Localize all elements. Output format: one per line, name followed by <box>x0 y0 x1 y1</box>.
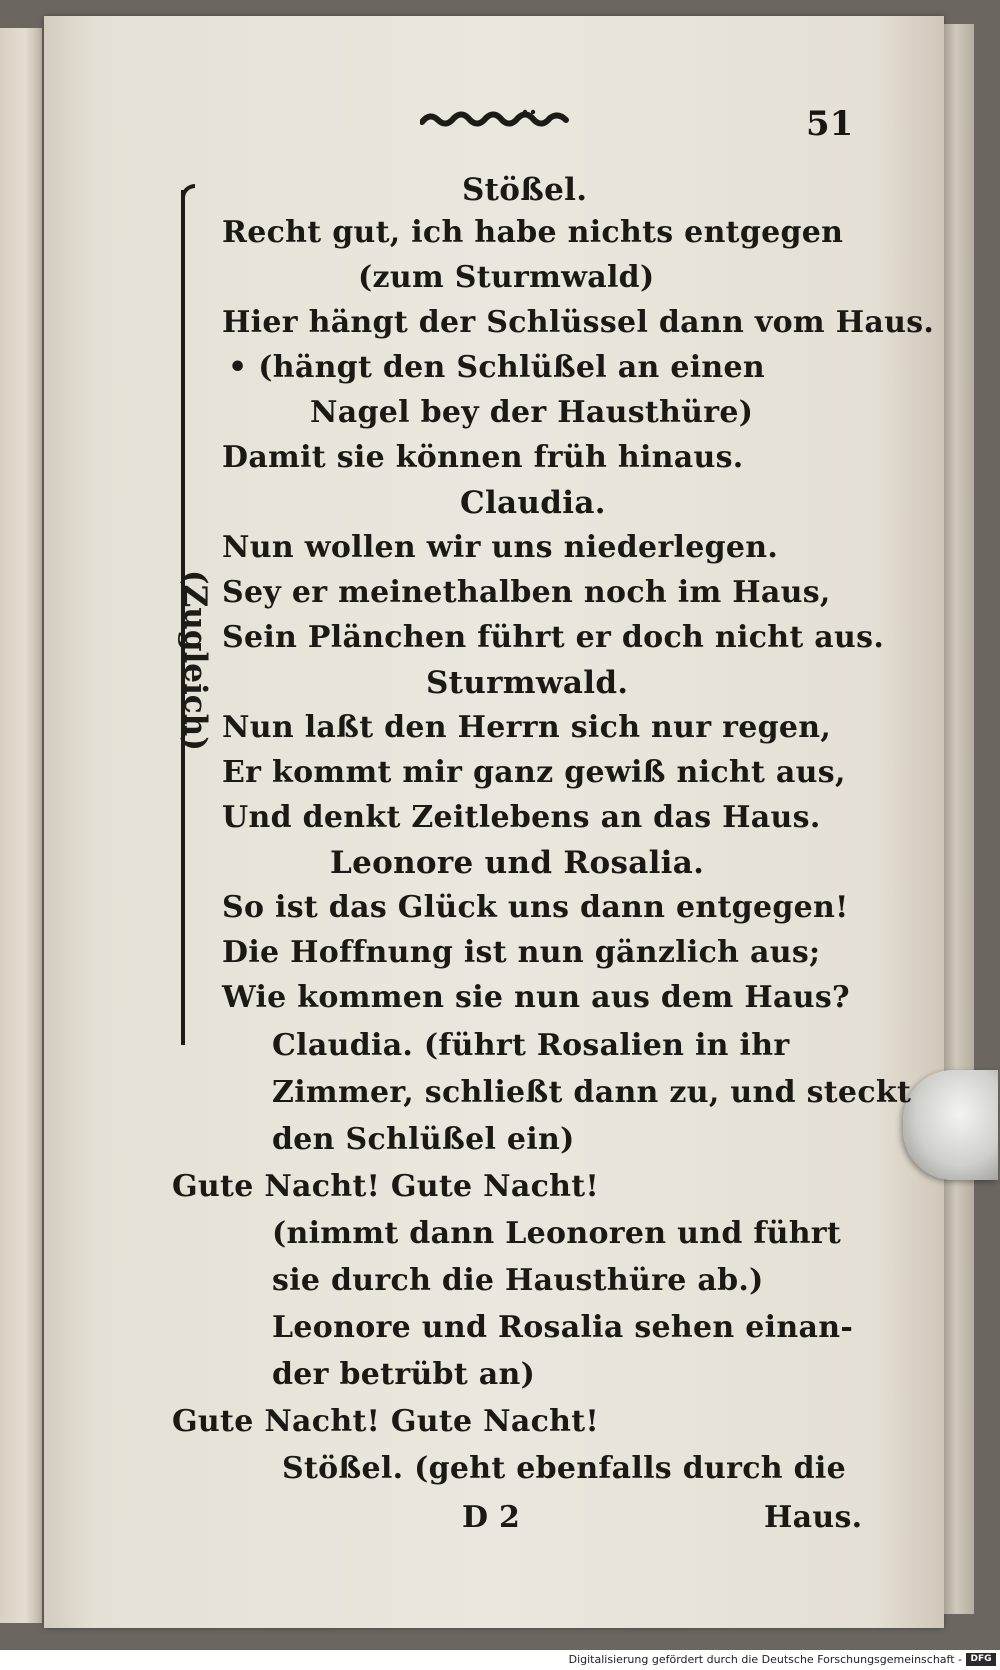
verse-line: Nun wollen wir uns niederlegen. <box>222 530 779 565</box>
verse-line: Gute Nacht! Gute Nacht! <box>172 1169 599 1204</box>
credit-bar <box>0 1650 1000 1670</box>
stage-direction: der betrübt an) <box>272 1357 536 1392</box>
stage-direction: Leonore und Rosalia sehen einan- <box>272 1310 854 1345</box>
verse-line: Damit sie können früh hinaus. <box>222 440 744 475</box>
speaker-name: Stößel. <box>462 172 588 208</box>
stage-direction: (nimmt dann Leonoren und führt <box>272 1216 842 1251</box>
verse-line: Die Hoffnung ist nun gänzlich aus; <box>222 935 821 970</box>
stage-direction: Nagel bey der Hausthüre) <box>310 395 754 430</box>
credit-text: Digitalisierung gefördert durch die Deutsche Forschungsgemeinschaft - <box>568 1653 962 1666</box>
stage-direction: • (hängt den Schlüßel an einen <box>228 350 766 385</box>
stage-direction: Claudia. (führt Rosalien in ihr <box>272 1028 790 1063</box>
verse-line: Nun laßt den Herrn sich nur regen, <box>222 710 832 745</box>
verse-line: Hier hängt der Schlüssel dann vom Haus. <box>222 305 935 340</box>
speaker-name: Claudia. <box>460 485 606 521</box>
verse-line: Wie kommen sie nun aus dem Haus? <box>222 980 850 1015</box>
signature-mark: D 2 <box>462 1500 521 1535</box>
left-page-edge <box>0 28 42 1623</box>
page-stack-edge <box>944 24 974 1614</box>
page-clip-icon <box>903 1070 998 1180</box>
speaker-name: Sturmwald. <box>426 665 629 701</box>
page-number: 51 <box>806 104 854 144</box>
verse-line: Gute Nacht! Gute Nacht! <box>172 1404 599 1439</box>
stage-direction: den Schlüßel ein) <box>272 1122 575 1157</box>
stage-direction: sie durch die Hausthüre ab.) <box>272 1263 764 1298</box>
stage-direction: Zimmer, schließt dann zu, und steckt <box>272 1075 912 1110</box>
verse-line: Er kommt mir ganz gewiß nicht aus, <box>222 755 846 790</box>
speaker-name: Leonore und Rosalia. <box>330 845 705 881</box>
side-label: (Zugleich) <box>177 570 213 751</box>
verse-line: Und denkt Zeitlebens an das Haus. <box>222 800 821 835</box>
verse-line: Sein Plänchen führt er doch nicht aus. <box>222 620 885 655</box>
verse-line: Recht gut, ich habe nichts entgegen <box>222 215 844 250</box>
stage-direction: (zum Sturmwald) <box>358 260 655 295</box>
stage-direction: Stößel. (geht ebenfalls durch die <box>282 1451 846 1486</box>
catchword: Haus. <box>764 1500 863 1535</box>
verse-line: So ist das Glück uns dann entgegen! <box>222 890 849 925</box>
wavy-ornament-icon <box>420 108 570 130</box>
verse-line: Sey er meinethalben noch im Haus, <box>222 575 831 610</box>
dfg-logo[interactable]: DFG <box>966 1653 996 1666</box>
